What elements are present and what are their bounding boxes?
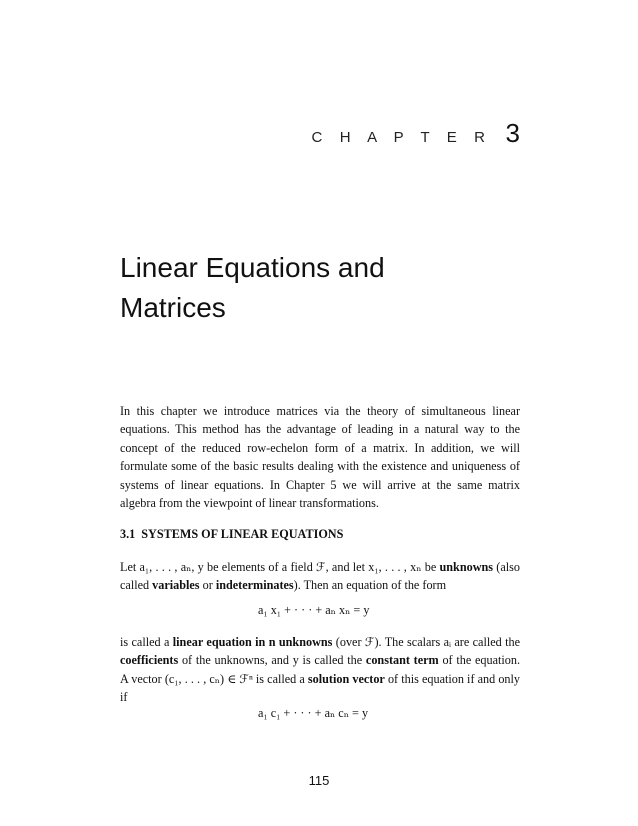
- term-solution-vector: solution vector: [307, 671, 385, 686]
- text-span: ). Then an equation of the form: [293, 578, 447, 593]
- text-span: of the unknowns, and y is called the: [178, 653, 366, 668]
- term-constant-term: constant term: [365, 653, 439, 668]
- chapter-number: 3: [505, 118, 520, 148]
- chapter-title-line1: Linear Equations and: [120, 252, 385, 283]
- text-span: is called a: [120, 635, 173, 649]
- term-coefficients: coefficients: [120, 653, 179, 668]
- text-span: (also called: [120, 560, 520, 593]
- definition-paragraph-2: [120, 633, 520, 707]
- text-span: or: [199, 578, 216, 593]
- term-variables: variables: [152, 578, 200, 593]
- term-indeterminates: indeterminates: [215, 578, 294, 593]
- text-span: of the equation. A vector (c₁, . . . , cₙ) ∈ ℱⁿ is called a: [120, 653, 521, 686]
- section-heading: [120, 527, 343, 542]
- chapter-word: C H A P T E R: [311, 129, 492, 146]
- intro-paragraph: In this chapter we introduce matrices via the theory of simultaneous linear equations. This method has the advantage of leading in a natural way to the concept of the reduced row-echelon form of a matrix. In addition, we will formulate some of the basic results dealing with the existence and uniqueness of systems of linear equations. In Chapter 5 we will arrive at the same matrix algebra from the viewpoint of linear transformations.: [120, 404, 520, 511]
- text-span: of this equation if and only if: [120, 671, 521, 705]
- section-title: SYSTEMS OF LINEAR EQUATIONS: [141, 527, 344, 541]
- linear-equation: a₁ x₁ + · · · + aₙ xₙ = y: [258, 603, 370, 617]
- chapter-title-line2: Matrices: [120, 292, 226, 323]
- solution-equation: a₁ c₁ + · · · + aₙ cₙ = y: [258, 706, 369, 720]
- definition-paragraph-1: [120, 558, 520, 595]
- section-number: 3.1: [120, 527, 136, 541]
- chapter-title: [120, 248, 540, 328]
- page-number: 115: [308, 773, 330, 788]
- term-linear-equation: linear equation in n unknowns: [172, 635, 333, 649]
- text-span: Let a₁, . . . , aₙ, y be elements of a field ℱ, and let x₁, . . . , xₙ be: [120, 560, 440, 574]
- chapter-label: [312, 118, 520, 149]
- text-span: (over ℱ). The scalars aᵢ are called the: [332, 635, 520, 649]
- term-unknowns: unknowns: [439, 560, 494, 574]
